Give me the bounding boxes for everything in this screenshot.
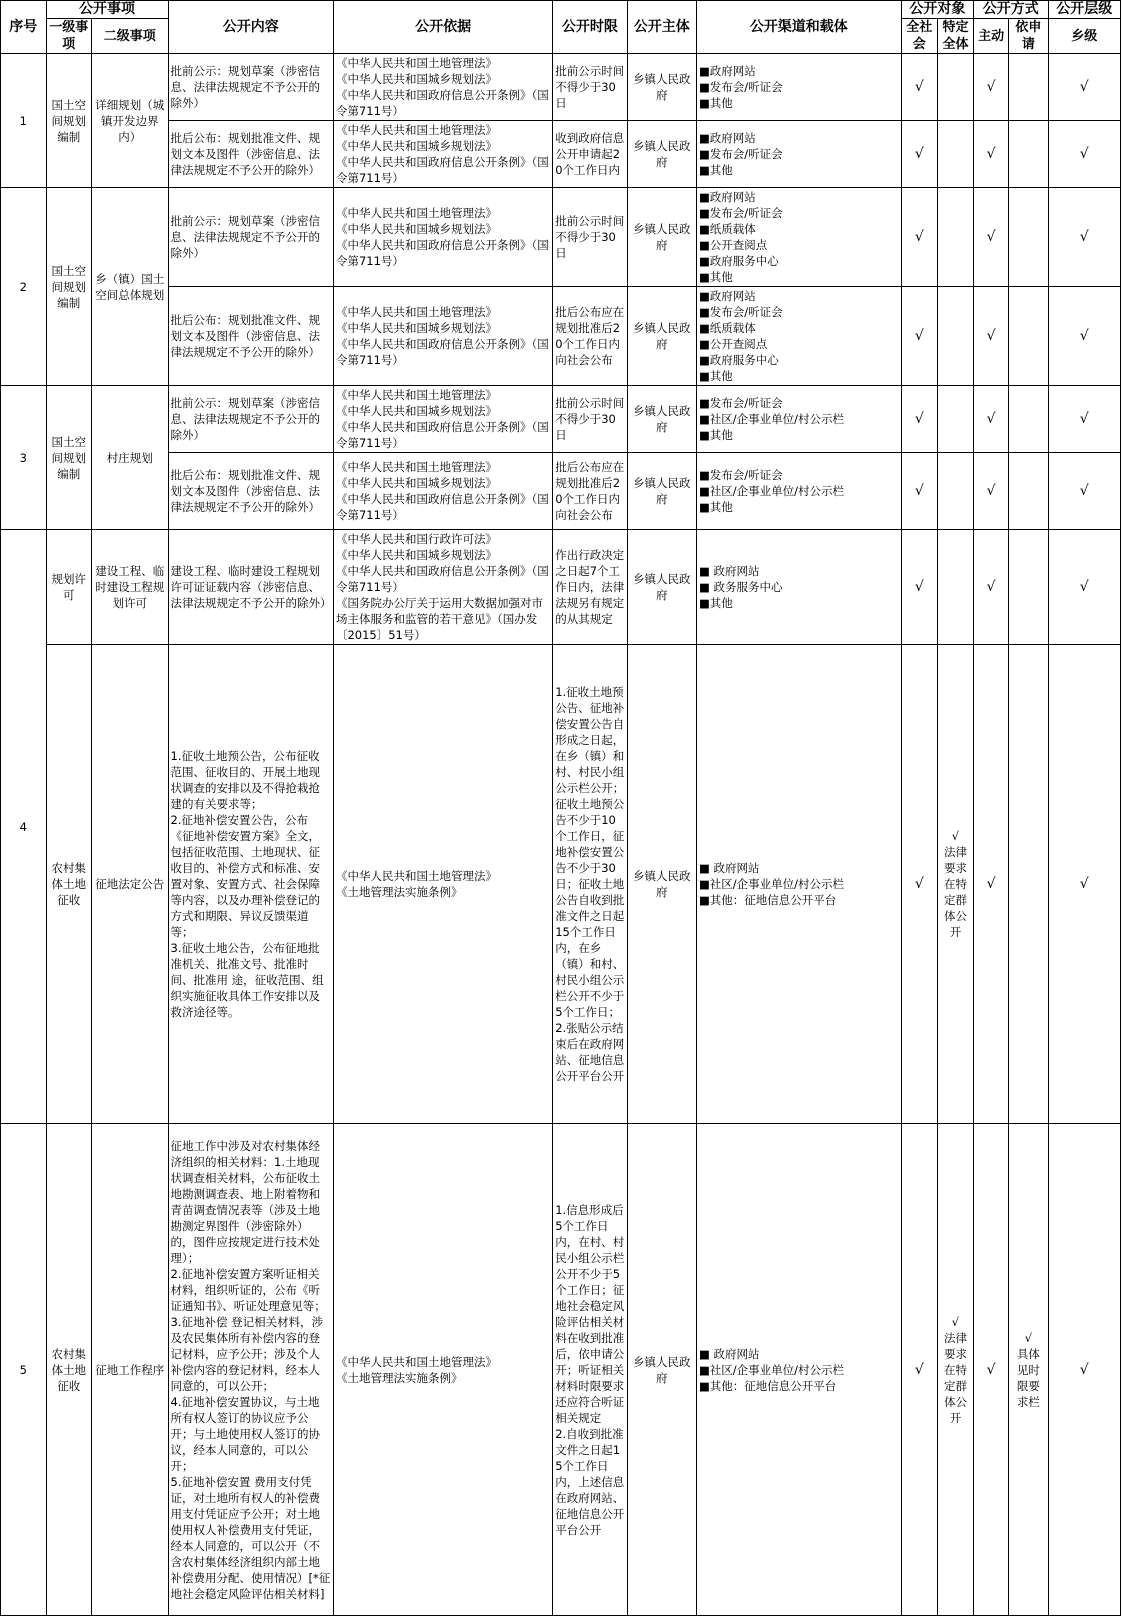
level-town-check: √ [1048, 121, 1120, 188]
time-cell: 批前公示时间不得少于30日 [553, 386, 627, 453]
method-request-check [1009, 386, 1048, 453]
header-basis: 公开依据 [333, 1, 552, 54]
basis-cell: 《中华人民共和国土地管理法》 《中华人民共和国城乡规划法》 《中华人民共和国政府信息公开条例》（国令第711号） [333, 287, 552, 386]
target-all-check: √ [901, 645, 937, 1124]
level-town-check: √ [1048, 645, 1120, 1124]
channel-cell: ■政府网站 ■发布会/听证会 ■纸质载体 ■公开查阅点 ■政府服务中心 ■其他 [696, 287, 901, 386]
seq-cell: 1 [1, 54, 47, 188]
seq-cell: 4 [1, 530, 47, 1124]
basis-cell: 《中华人民共和国土地管理法》 《中华人民共和国城乡规划法》 《中华人民共和国政府信息公开条例》（国令第711号） [333, 54, 552, 121]
content-cell: 批后公布：规划批准文件、规划文本及图件（涉密信息、法律法规规定不予公开的除外） [168, 121, 333, 188]
header-time-limit: 公开时限 [553, 1, 627, 54]
target-all-check: √ [901, 453, 937, 530]
target-specific-check [937, 54, 973, 121]
target-all-check: √ [901, 54, 937, 121]
time-cell: 1.征收土地预公告、征地补偿安置公告自形成之日起，在乡（镇）和村、村民小组公示栏公开；征收土地预公告不少于10个工作日，征地补偿安置公告不少于30日；征收土地公告自收到批准文件之日起15个工作日内，在乡（镇）和村、村民小组公示栏公开不少于5个工作日； 2.张贴公示结束后在政府网站、征地信息公开平台公开 [553, 645, 627, 1124]
basis-cell: 《中华人民共和国土地管理法》 《土地管理法实施条例》 [333, 645, 552, 1124]
header-seq: 序号 [1, 1, 47, 54]
header-target: 公开对象 [901, 1, 973, 19]
target-specific-check [937, 287, 973, 386]
table-row [1, 645, 1121, 1124]
subject-cell: 乡镇人民政府 [627, 1124, 696, 1616]
subject-cell: 乡镇人民政府 [627, 453, 696, 530]
level-town-check: √ [1048, 530, 1120, 645]
subject-cell: 乡镇人民政府 [627, 188, 696, 287]
content-cell: 批后公布：规划批准文件、规划文本及图件（涉密信息、法律法规规定不予公开的除外） [168, 287, 333, 386]
header-target-specific: 特定全体 [937, 19, 973, 54]
table-row [1, 386, 1121, 453]
table-row [1, 530, 1121, 645]
level2-cell: 建设工程、临时建设工程规划许可 [92, 530, 169, 645]
level1-cell: 国土空间规划编制 [46, 54, 92, 188]
header-level: 公开层级 [1048, 1, 1120, 19]
table-row [1, 188, 1121, 287]
level-town-check: √ [1048, 54, 1120, 121]
level1-cell: 农村集体土地征收 [46, 1124, 92, 1616]
target-all-check: √ [901, 121, 937, 188]
channel-cell: ■政府网站 ■发布会/听证会 ■纸质载体 ■公开查阅点 ■政府服务中心 ■其他 [696, 188, 901, 287]
channel-cell: ■发布会/听证会 ■社区/企事业单位/村公示栏 ■其他 [696, 453, 901, 530]
target-specific-check [937, 453, 973, 530]
level2-cell: 乡（镇）国土空间总体规划 [92, 188, 169, 386]
time-cell: 批前公示时间不得少于30日 [553, 188, 627, 287]
basis-cell: 《中华人民共和国土地管理法》 《中华人民共和国城乡规划法》 《中华人民共和国政府信息公开条例》（国令第711号） [333, 453, 552, 530]
level-town-check: √ [1048, 188, 1120, 287]
basis-cell: 《中华人民共和国行政许可法》 《中华人民共和国城乡规划法》 《中华人民共和国政府信息公开条例》（国令第711号） 《国务院办公厅关于运用大数据加强对市场主体服务和监管的若干意见》（国办发〔2015〕51号） [333, 530, 552, 645]
method-active-check: √ [974, 1124, 1009, 1616]
method-request-check: √ 具体见时限要求栏 [1009, 1124, 1048, 1616]
time-cell: 1.信息形成后5个工作日内，在村、村民小组公示栏公开不少于5个工作日；征地社会稳定风险评估相关材料在收到批准后，依申请公开；听证相关材料时限要求还应符合听证相关规定 2.自收到批准文件之日起15个工作日内，上述信息在政府网站、征地信息公开平台公开 [553, 1124, 627, 1616]
subject-cell: 乡镇人民政府 [627, 287, 696, 386]
method-active-check: √ [974, 54, 1009, 121]
content-cell: 批前公示：规划草案（涉密信息、法律法规规定不予公开的除外） [168, 188, 333, 287]
channel-cell: ■ 政府网站 ■ 政务服务中心 ■其他 [696, 530, 901, 645]
method-active-check: √ [974, 287, 1009, 386]
table-row [1, 54, 1121, 121]
basis-cell: 《中华人民共和国土地管理法》 《中华人民共和国城乡规划法》 《中华人民共和国政府信息公开条例》（国令第711号） [333, 386, 552, 453]
level1-cell: 规划许可 [46, 530, 92, 645]
method-active-check: √ [974, 645, 1009, 1124]
target-specific-check [937, 386, 973, 453]
basis-cell: 《中华人民共和国土地管理法》 《中华人民共和国城乡规划法》 《中华人民共和国政府信息公开条例》（国令第711号） [333, 121, 552, 188]
target-all-check: √ [901, 287, 937, 386]
level1-cell: 国土空间规划编制 [46, 386, 92, 530]
header-target-all: 全社会 [901, 19, 937, 54]
header-method-active: 主动 [974, 19, 1009, 54]
header-public-items: 公开事项 [46, 1, 168, 19]
content-cell: 1.征收土地预公告，公布征收范围、征收目的、开展土地现状调查的安排以及不得抢栽抢建的有关要求等； 2.征地补偿安置公告，公布《征地补偿安置方案》全文，包括征收范围、土地现状、征收目的、补偿方式和标准、安置对象、安置方式、社会保障等内容，以及办理补偿登记的方式和期限、异议反馈渠道等； 3.征收土地公告，公布征地批准机关、批准文号、批准时间、批准用 途，征收范围、组织实施征收具体工作安排以及救济途径等。 [168, 645, 333, 1124]
subject-cell: 乡镇人民政府 [627, 386, 696, 453]
time-cell: 批后公布应在规划批准后20个工作日内向社会公布 [553, 453, 627, 530]
channel-cell: ■政府网站 ■发布会/听证会 ■其他 [696, 54, 901, 121]
header-method-request: 依申请 [1009, 19, 1048, 54]
header-content: 公开内容 [168, 1, 333, 54]
method-request-check [1009, 645, 1048, 1124]
table-row [1, 1124, 1121, 1616]
level2-cell: 村庄规划 [92, 386, 169, 530]
header-level1: 一级事项 [46, 19, 92, 54]
level2-cell: 征地法定公告 [92, 645, 169, 1124]
header-subject: 公开主体 [627, 1, 696, 54]
seq-cell: 5 [1, 1124, 47, 1616]
content-cell: 批后公布：规划批准文件、规划文本及图件（涉密信息、法律法规规定不予公开的除外） [168, 453, 333, 530]
method-active-check: √ [974, 188, 1009, 287]
channel-cell: ■ 政府网站 ■社区/企事业单位/村公示栏 ■其他：征地信息公开平台 [696, 1124, 901, 1616]
method-request-check [1009, 287, 1048, 386]
method-active-check: √ [974, 530, 1009, 645]
header-level2: 二级事项 [92, 19, 169, 54]
time-cell: 作出行政决定之日起7个工作日内，法律法规另有规定的从其规定 [553, 530, 627, 645]
basis-cell: 《中华人民共和国土地管理法》 《中华人民共和国城乡规划法》 《中华人民共和国政府信息公开条例》（国令第711号） [333, 188, 552, 287]
header-method: 公开方式 [974, 1, 1048, 19]
level1-cell: 农村集体土地征收 [46, 645, 92, 1124]
time-cell: 批前公示时间不得少于30日 [553, 54, 627, 121]
target-all-check: √ [901, 530, 937, 645]
method-request-check [1009, 530, 1048, 645]
content-cell: 征地工作中涉及对农村集体经济组织的相关材料：1.土地现状调查相关材料，公布征收土地勘测调查表、地上附着物和青苗调查情况表等（涉及土地勘测定界图件（涉密除外）的，图件应按规定进行技术处理）； 2.征地补偿安置方案听证相关材料，组织听证的，公布《听证通知书》、听证处理意见等； 3.征地补偿 登记相关材料，涉及农民集体所有补偿内容的登记材料，应予公开；涉及个人补偿内容的登记材料，经本人同意的，可以公开； 4.征地补偿安置协议，与土地所有权人签订的协议应予公开；与土地使用权人签订的协议，经本人同意的，可以公开； 5.征地补偿安置 费用支付凭证，对土地所有权人的补偿费用支付凭证应予公开；对土地使用权人补偿费用支付凭证，经本人同意的，可以公开（不含农村集体经济组织内部土地补偿费用分配、使用情况）[*征地社会稳定风险评估相关材料] [168, 1124, 333, 1616]
channel-cell: ■ 政府网站 ■社区/企事业单位/村公示栏 ■其他：征地信息公开平台 [696, 645, 901, 1124]
table-row [1, 287, 1121, 386]
table-row [1, 121, 1121, 188]
level-town-check: √ [1048, 453, 1120, 530]
method-active-check: √ [974, 121, 1009, 188]
seq-cell: 3 [1, 386, 47, 530]
level-town-check: √ [1048, 1124, 1120, 1616]
header-channel: 公开渠道和载体 [696, 1, 901, 54]
level2-cell: 详细规划（城镇开发边界内） [92, 54, 169, 188]
level1-cell: 国土空间规划编制 [46, 188, 92, 386]
content-cell: 建设工程、临时建设工程规划许可证证载内容（涉密信息、法律法规规定不予公开的除外） [168, 530, 333, 645]
method-request-check [1009, 54, 1048, 121]
subject-cell: 乡镇人民政府 [627, 54, 696, 121]
content-cell: 批前公示：规划草案（涉密信息、法律法规规定不予公开的除外） [168, 54, 333, 121]
method-request-check [1009, 188, 1048, 287]
level-town-check: √ [1048, 287, 1120, 386]
seq-cell: 2 [1, 188, 47, 386]
subject-cell: 乡镇人民政府 [627, 530, 696, 645]
target-specific-check [937, 121, 973, 188]
target-specific-check: √ 法律要求在特定群体公开 [937, 1124, 973, 1616]
method-request-check [1009, 453, 1048, 530]
table-row [1, 453, 1121, 530]
content-cell: 批前公示：规划草案（涉密信息、法律法规规定不予公开的除外） [168, 386, 333, 453]
target-all-check: √ [901, 386, 937, 453]
time-cell: 收到政府信息公开申请起20个工作日内 [553, 121, 627, 188]
target-specific-check [937, 188, 973, 287]
header-level-town: 乡级 [1048, 19, 1120, 54]
target-all-check: √ [901, 188, 937, 287]
target-specific-check: √ 法律要求在特定群体公开 [937, 645, 973, 1124]
subject-cell: 乡镇人民政府 [627, 121, 696, 188]
subject-cell: 乡镇人民政府 [627, 645, 696, 1124]
target-all-check: √ [901, 1124, 937, 1616]
channel-cell: ■政府网站 ■发布会/听证会 ■其他 [696, 121, 901, 188]
method-active-check: √ [974, 386, 1009, 453]
method-active-check: √ [974, 453, 1009, 530]
level-town-check: √ [1048, 386, 1120, 453]
method-request-check [1009, 121, 1048, 188]
level2-cell: 征地工作程序 [92, 1124, 169, 1616]
time-cell: 批后公布应在规划批准后20个工作日内向社会公布 [553, 287, 627, 386]
channel-cell: ■发布会/听证会 ■社区/企事业单位/村公示栏 ■其他 [696, 386, 901, 453]
basis-cell: 《中华人民共和国土地管理法》 《土地管理法实施条例》 [333, 1124, 552, 1616]
target-specific-check [937, 530, 973, 645]
